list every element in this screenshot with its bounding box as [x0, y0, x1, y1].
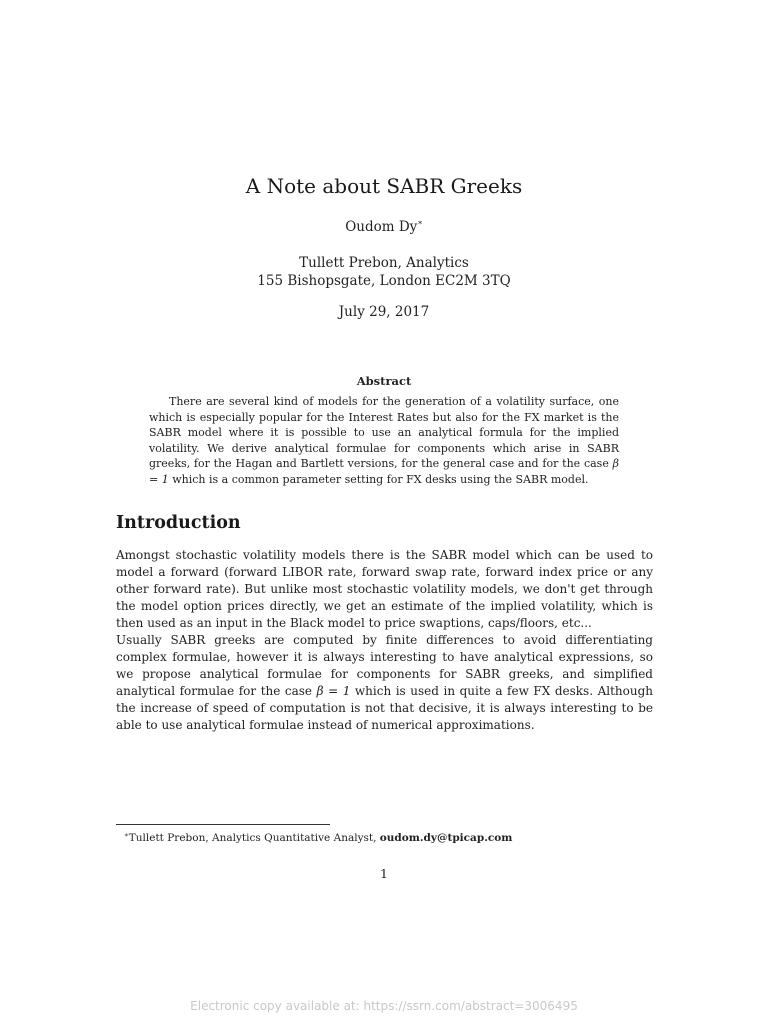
- footnote-marker: ∗: [124, 831, 129, 839]
- affiliation-line-2: 155 Bishopsgate, London EC2M 3TQ: [257, 273, 511, 289]
- abstract-beta-expression: β = 1: [149, 457, 619, 486]
- abstract-text-2: which is a common parameter setting for FX desks using the SABR model.: [168, 472, 589, 486]
- affiliation: [0, 254, 768, 290]
- introduction-paragraph-2: [116, 632, 653, 734]
- footnote-text: Tullett Prebon, Analytics Quantitative Analyst,: [128, 832, 380, 844]
- author-name: Oudom Dy: [345, 219, 418, 235]
- affiliation-line-1: Tullett Prebon, Analytics: [299, 255, 469, 271]
- introduction-paragraph-1: Amongst stochastic volatility models there is the SABR model which can be used to model a forward (forward LIBOR rate, forward swap rate, forward index price or any other forward rate). But unlike most stochastic volatility models, we don't get through the model option prices directly, we get an estimate of the implied volatility, which is then used as an input in the Black model to price swaptions, caps/floors, etc...: [116, 548, 653, 630]
- author-footnote-marker: ∗: [417, 218, 423, 227]
- author-line: [0, 218, 768, 235]
- footnote: [124, 828, 512, 845]
- intro-p2-text-1: Usually SABR greeks are computed by finite differences to avoid differentiating complex formulae, however it is always interesting to have analytical expressions, so we propose analytical formulae for components for SABR greeks, and simplified analytical formulae for the case: [116, 633, 653, 698]
- abstract-heading: Abstract: [356, 374, 412, 388]
- footnote-rule: [116, 824, 330, 825]
- introduction-heading: Introduction: [116, 513, 241, 533]
- abstract-body: [149, 394, 619, 488]
- intro-p2-text-2: which is used in quite a few FX desks. Although the increase of speed of computation is not that decisive, it is always interesting to be able to use analytical formulae instead of numerical approximations.: [116, 684, 653, 732]
- ssrn-watermark: [0, 999, 768, 1013]
- paper-title: A Note about SABR Greeks: [245, 174, 523, 198]
- page-number: 1: [380, 866, 388, 881]
- abstract-text-1: There are several kind of models for the generation of a volatility surface, one which is especially popular for the Interest Rates but also for the FX market is the SABR model where it is possible to use an analytical formula for the implied volatility. We derive analytical formulae for components which arise in SABR greeks, for the Hagan and Bartlett versions, for the general case and for the case: [149, 395, 619, 471]
- intro-beta-expression: β = 1: [316, 684, 351, 698]
- paper-date: July 29, 2017: [338, 304, 430, 320]
- author-email-link[interactable]: oudom.dy@tpicap.com: [379, 832, 513, 844]
- watermark-text[interactable]: Electronic copy available at: https://ssrn.com/abstract=3006495: [190, 999, 578, 1013]
